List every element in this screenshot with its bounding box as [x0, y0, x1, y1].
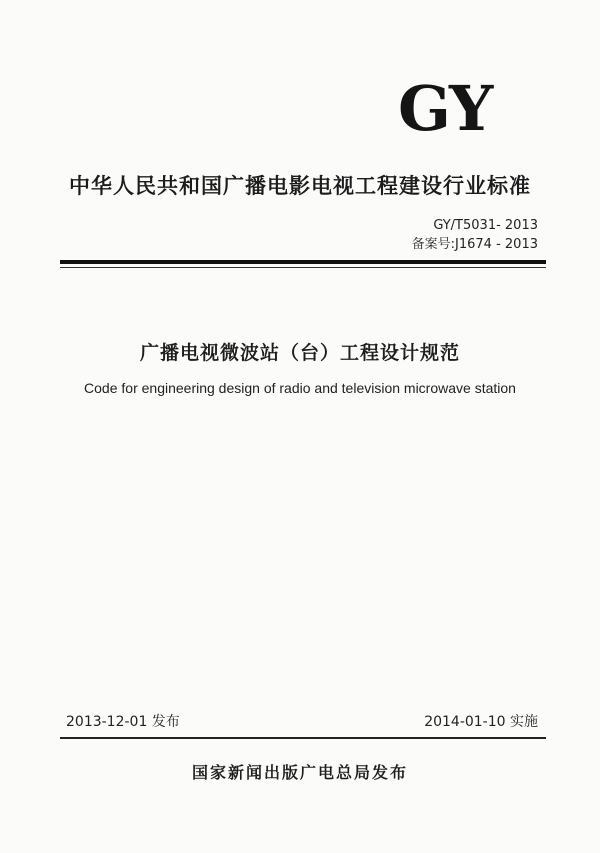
document-title-chinese: 广播电视微波站（台）工程设计规范 [139, 342, 460, 364]
standard-code: GY/T5031- 2013 [433, 218, 538, 233]
header-rule-thick [60, 260, 546, 264]
gy-logo: GY [398, 72, 492, 145]
header-rule-thin [60, 267, 546, 268]
standard-code-block [412, 216, 538, 254]
effective-date: 2014-01-10 实施 [424, 714, 538, 730]
issuing-authority: 国家新闻出版广电总局发布 [191, 763, 408, 782]
record-number: 备案号:J1674 - 2013 [411, 237, 538, 252]
document-title-english: Code for engineering design of radio and television microwave station [84, 380, 516, 396]
issue-date: 2013-12-01 发布 [66, 714, 180, 730]
footer-rule [60, 737, 546, 739]
standard-category-title: 中华人民共和国广播电影电视工程建设行业标准 [69, 174, 531, 198]
